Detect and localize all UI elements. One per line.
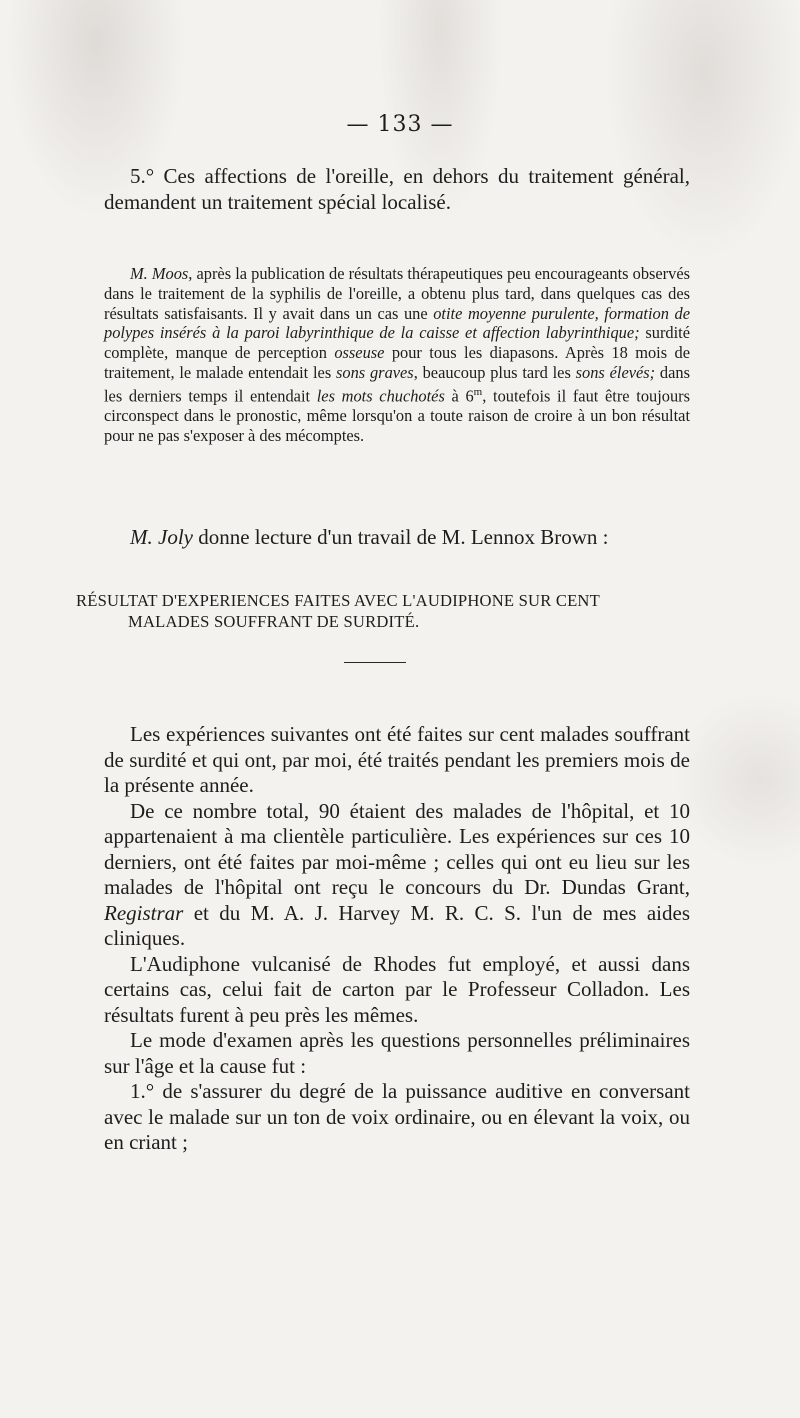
paragraph-joly <box>104 525 690 551</box>
author-name-moos: M. Moos <box>130 264 189 283</box>
page-number: — 133 — <box>346 112 454 137</box>
paragraph-text: 5.° Ces affections de l'oreille, en dehors du traitement général, demandent un traitement spécial localisé. <box>104 164 690 214</box>
paragraph-step-1: 1.° de s'assurer du degré de la puissance auditive en conversant avec le malade sur un ton de voix ordinaire, ou en élevant la voix, ou en criant ; <box>104 1079 690 1154</box>
paragraph-text: M. Joly donne lecture d'un travail de M. Lennox Brown : <box>130 525 609 549</box>
paragraph-experiences: Les expériences suivantes ont été faites sur cent malades souffrant de surdité et qui ont, par moi, été traités pendant les premiers mois de la présente année. <box>104 722 690 797</box>
paragraph-conclusion-5 <box>104 164 690 215</box>
main-body <box>104 722 690 1156</box>
paragraph-patients: De ce nombre total, 90 étaient des malades de l'hôpital, et 10 appartenaient à ma clientèle particulière. Les expériences sur ces 10 derniers, ont été faites par moi-même ; celles qui ont eu lieu sur les malades de l'hôpital ont reçu le concours du Dr. Dundas Grant, Registrar et du M. A. J. Harvey M. R. C. S. l'un de mes aides cliniques. <box>104 798 690 950</box>
footnote-text: M. Moos, après la publication de résultats thérapeutiques peu encourageants observés dans le traitement de la syphilis de l'oreille, a obtenu plus tard, dans quelques cas des résultats satisfaisants. Il y avait dans un cas une otite moyenne purulente, formation de polypes insérés à la paroi labyrinthique de la caisse et affection labyrinthique; surdité complète, manque de perception osseuse pour tous les diapasons. Après 18 mois de traitement, le malade entendait les sons graves, beaucoup plus tard les sons élevés; dans les derniers temps il entendait les mots chuchotés à 6$^m$, toutefois il faut être toujours circonspect dans le pronostic, même lorsqu'on a toute raison de croire à un bon résultat pour ne pas s'exposer à des mécomptes. <box>104 264 690 445</box>
paragraph-exam-mode: Le mode d'examen après les questions personnelles préliminaires sur l'âge et la cause fut : <box>104 1028 690 1078</box>
footnote-moos <box>104 264 690 446</box>
section-title: RÉSULTAT D'EXPERIENCES FAITES AVEC L'AUDIPHONE SUR CENT MALADES SOUFFRANT DE SURDITÉ. <box>76 591 600 631</box>
paragraph-audiphone: L'Audiphone vulcanisé de Rhodes fut employé, et aussi dans certains cas, celui fait de carton par le Professeur Colladon. Les résultats furent à peu près les mêmes. <box>104 951 690 1027</box>
section-divider <box>344 662 406 663</box>
author-name-joly: M. Joly <box>130 525 193 549</box>
